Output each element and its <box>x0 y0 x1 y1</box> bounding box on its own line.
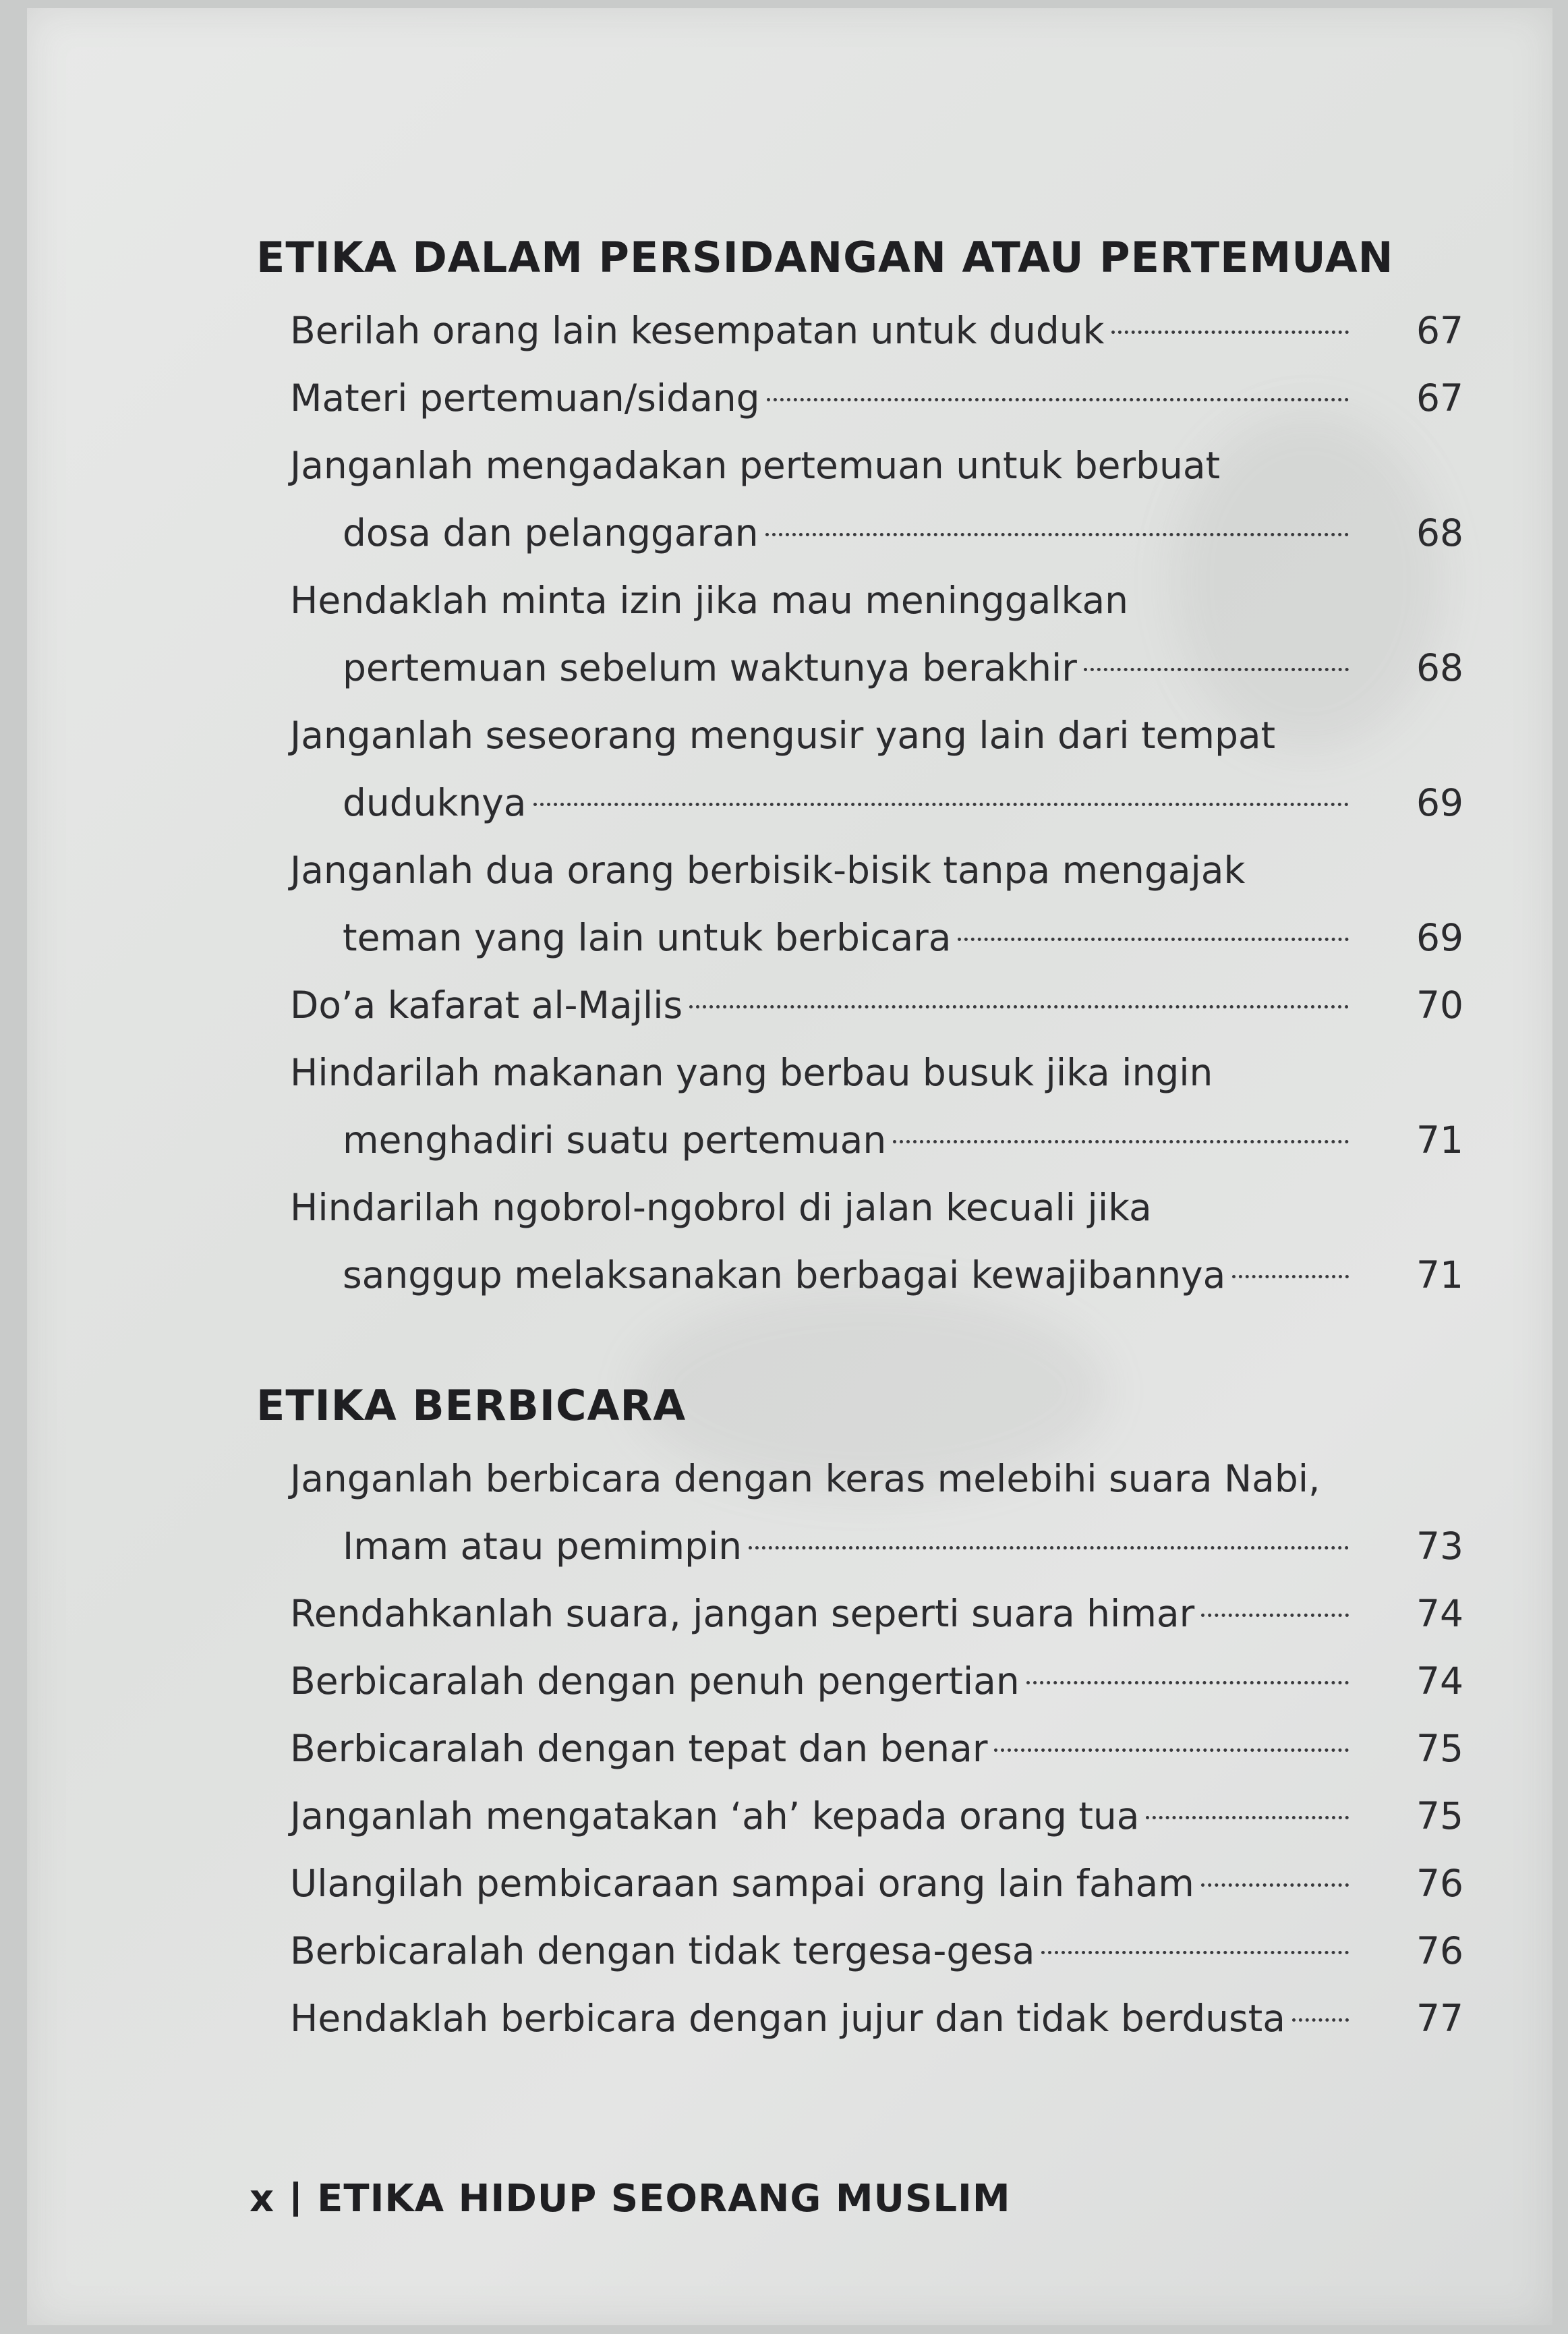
toc-entry-title: duduknya <box>343 781 527 824</box>
toc-entry-row <box>290 769 1463 836</box>
toc-entry-title: Janganlah mengatakan ‘ah’ kepada orang tua <box>290 1794 1140 1838</box>
toc-page-number: 75 <box>1416 1727 1463 1770</box>
toc-entry <box>290 1445 1463 1580</box>
dot-leader <box>958 938 1349 941</box>
dot-leader <box>1146 1816 1349 1819</box>
toc-entry-title: menghadiri suatu pertemuan <box>343 1118 887 1162</box>
toc-entry-title: Imam atau pemimpin <box>343 1525 743 1568</box>
dot-leader <box>1026 1681 1349 1684</box>
toc-page-number: 73 <box>1416 1525 1463 1568</box>
toc-entry-title: sanggup melaksanakan berbagai kewajibannya <box>343 1253 1226 1297</box>
dot-leader <box>689 1005 1349 1008</box>
toc-page-number: 67 <box>1416 376 1463 420</box>
toc-entry <box>290 1917 1463 1985</box>
toc-page-number: 71 <box>1416 1253 1463 1297</box>
toc-entry-row <box>290 1106 1463 1174</box>
toc-entry-row <box>290 1512 1463 1580</box>
page-footer <box>250 2177 1011 2221</box>
toc-page-number: 74 <box>1416 1659 1463 1703</box>
dot-leader <box>765 533 1349 536</box>
toc-entry-title: Hendaklah berbicara dengan jujur dan tidak berdusta <box>290 1997 1285 2040</box>
dot-leader <box>994 1748 1349 1752</box>
dot-leader <box>1111 331 1349 334</box>
dot-leader <box>1232 1275 1349 1278</box>
toc-entry <box>290 702 1463 836</box>
toc-entry <box>290 297 1463 364</box>
toc-entry <box>290 1782 1463 1850</box>
toc-entry-title: teman yang lain untuk berbicara <box>343 916 952 959</box>
toc-page-number: 75 <box>1416 1794 1463 1838</box>
dot-leader <box>767 398 1349 401</box>
toc-entry <box>290 1580 1463 1647</box>
toc-page-number: 74 <box>1416 1592 1463 1635</box>
toc-entry <box>290 1174 1463 1309</box>
toc-page-number: 69 <box>1416 781 1463 824</box>
toc-entry-title-line: Janganlah berbicara dengan keras melebihi suara Nabi, <box>290 1457 1320 1500</box>
toc-entry-row <box>290 1782 1463 1850</box>
toc-entry <box>290 1715 1463 1782</box>
toc-page-number: 76 <box>1416 1929 1463 1972</box>
dot-leader <box>1084 668 1349 671</box>
toc-entry-title: Berbicaralah dengan tidak tergesa-gesa <box>290 1929 1035 1972</box>
toc-entry-row <box>290 1917 1463 1985</box>
toc-page-number: 68 <box>1416 511 1463 554</box>
toc-entry-row <box>290 1580 1463 1647</box>
toc-page-number: 77 <box>1416 1997 1463 2040</box>
toc-entry-row <box>290 297 1463 364</box>
toc-entry-row <box>290 904 1463 971</box>
toc-page-number: 68 <box>1416 646 1463 689</box>
toc-entry-title-line: Hindarilah ngobrol-ngobrol di jalan kecuali jika <box>290 1186 1152 1229</box>
toc-entry-row <box>290 634 1463 702</box>
toc-entry-title: Materi pertemuan/sidang <box>290 376 760 420</box>
toc-entry-title-line: Janganlah dua orang berbisik-bisik tanpa mengajak <box>290 849 1246 892</box>
section-heading: ETIKA DALAM PERSIDANGAN ATAU PERTEMUAN <box>256 233 1394 282</box>
toc-entry-title-line: Janganlah mengadakan pertemuan untuk berbuat <box>290 444 1221 487</box>
toc-entry-title: Rendahkanlah suara, jangan seperti suara himar <box>290 1592 1195 1635</box>
toc-entry-row <box>290 499 1463 567</box>
toc-entry-title-line: Janganlah seseorang mengusir yang lain dari tempat <box>290 714 1276 757</box>
toc-page-number: 67 <box>1416 309 1463 352</box>
toc-entry-title-line: Hendaklah minta izin jika mau meninggalkan <box>290 579 1129 622</box>
dot-leader <box>1041 1951 1349 1954</box>
toc-page-number: 69 <box>1416 916 1463 959</box>
toc-entry-row <box>290 1985 1463 2052</box>
toc-page-number: 76 <box>1416 1862 1463 1905</box>
dot-leader <box>893 1140 1349 1143</box>
toc-entry-row <box>290 1241 1463 1309</box>
dot-leader <box>749 1546 1349 1549</box>
toc-entry-title: Ulangilah pembicaraan sampai orang lain faham <box>290 1862 1194 1905</box>
toc-entry <box>290 567 1463 702</box>
toc-page-number: 70 <box>1416 984 1463 1027</box>
footer-book-title: ETIKA HIDUP SEORANG MUSLIM <box>317 2177 1011 2221</box>
dot-leader <box>1201 1614 1349 1617</box>
toc-entry-row <box>290 364 1463 432</box>
section-heading: ETIKA BERBICARA <box>256 1381 687 1430</box>
toc-entry-title: Berbicaralah dengan penuh pengertian <box>290 1659 1020 1703</box>
toc-entry-title: Do’a kafarat al-Majlis <box>290 984 683 1027</box>
toc-entry-row <box>290 1715 1463 1782</box>
dot-leader <box>533 803 1349 806</box>
dot-leader <box>1201 1883 1349 1887</box>
toc-entry-row <box>290 1850 1463 1917</box>
dot-leader <box>1292 2018 1349 2022</box>
toc-entry-title: dosa dan pelanggaran <box>343 511 759 554</box>
toc-entry <box>290 364 1463 432</box>
footer-separator <box>293 2182 298 2217</box>
table-of-contents <box>256 231 1463 2052</box>
toc-page-number: 71 <box>1416 1118 1463 1162</box>
footer-page-number: x <box>250 2177 275 2221</box>
book-page <box>27 8 1552 2325</box>
toc-entry-row <box>290 971 1463 1039</box>
toc-entry <box>290 1985 1463 2052</box>
toc-entry-title: pertemuan sebelum waktunya berakhir <box>343 646 1077 689</box>
toc-entry-title: Berbicaralah dengan tepat dan benar <box>290 1727 988 1770</box>
toc-entry <box>290 1850 1463 1917</box>
toc-entry-title: Berilah orang lain kesempatan untuk duduk <box>290 309 1105 352</box>
toc-entry <box>290 1039 1463 1174</box>
toc-entry-row <box>290 1647 1463 1715</box>
toc-entry <box>290 971 1463 1039</box>
toc-entry <box>290 432 1463 567</box>
toc-entry <box>290 1647 1463 1715</box>
toc-entry-title-line: Hindarilah makanan yang berbau busuk jika ingin <box>290 1051 1213 1094</box>
toc-entry <box>290 836 1463 971</box>
